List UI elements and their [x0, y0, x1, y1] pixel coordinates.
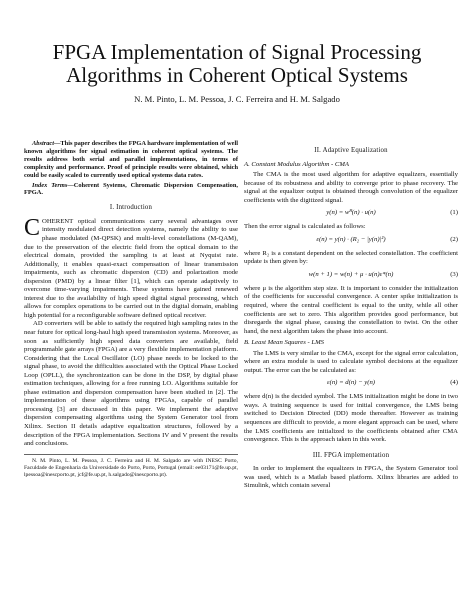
index-terms	[24, 182, 238, 198]
equation-4-body: ε(n) = d(n) − y(n)	[326, 379, 376, 387]
equation-2-number: (2)	[450, 235, 458, 243]
intro-paragraph-2: AD converters will be able to satisfy the required high sampling rates in the near future for optical long-haul high speed transmission systems. Moreover, as soon as sufficiently high speed data converters are available, field programmable gate arrays (FPGA) are a very flexible implementation platform. Considering that the Local Oscillator (LO) phase needs to be locked to the signal phase, to avoid the difficulties associated with the Optical Phase Locked Loop (OPLL), the synchronization can be done in the DSP, by digital phase estimation techniques, allowing for a free running LO. Algorithms suitable for phase estimation and dispersion compensation have been studied in [2]. The implementation of these algorithms using FPGAs, capable of parallel processing [3] are discussed in this paper. We implement the adaptive dispersion compensating algorithms using the System Generator tool from Xilinx. Section II details adaptive equalization structures, followed by a description of the FPGA implementation. Sections IV and V present the results and conclusions.	[24, 320, 238, 448]
cma-paragraph-2: Then the error signal is calculated as follows:	[244, 223, 366, 231]
drop-cap: C	[24, 214, 41, 241]
equation-1-body: y(n) = wᴴ(n) · u(n)	[326, 209, 376, 217]
index-terms-label: Index Terms	[32, 181, 68, 189]
equation-3-body: w(n + 1) = w(n) + μ · u(n)ε*(n)	[308, 270, 394, 278]
lms-paragraph-2: where d(n) is the decided symbol. The LMS initialization might be done in two ways. A training sequence is used for initial convergence, the LMS being switched to Decision Directed (DD) mode thereafter. However as training sequences are difficult to provide, a more elegant approach can be used, where the LMS coefficients are initialized to the coefficients obtained after CMA convergence. This is the approach taken in this work.	[244, 393, 458, 444]
title-line-2: Algorithms in Coherent Optical Systems	[66, 63, 408, 87]
equation-1	[244, 209, 458, 219]
section-heading-adaptive-equalization: II. Adaptive Equalization	[314, 147, 388, 154]
abstract-text: —This paper describes the FPGA hardware implementation of well known algorithms for signal estimation in coherent optical systems. The results address both serial and parallel implementations, in terms of complexity and performance. Proof of principle results were obtained, which could be easily scaled to currently used optical systems data rates.	[24, 140, 238, 179]
section-heading-fpga-implementation: III. FPGA implementation	[312, 451, 390, 459]
subsection-heading-lms: B. Least Mean Squares - LMS	[244, 339, 324, 347]
left-column	[24, 140, 238, 479]
intro-paragraph-1	[24, 214, 238, 321]
equation-3	[244, 271, 458, 281]
equation-4-number: (4)	[450, 379, 458, 387]
equation-4	[244, 379, 458, 389]
abstract	[24, 140, 238, 180]
cma-paragraph-4: where μ is the algorithm step size. It is important to consider the initialization of the coefficients for successful convergence. A center spike initialization is required, where the central coefficient is equal to the unity, while all other coefficients are set to zero. This algorithm provides good performance, but disregards the signal phase, causing the constellation to twist. On the other hand, the next algorithm takes the phase into account.	[244, 284, 458, 335]
fpga-paragraph-1: In order to implement the equalizers in FPGA, the System Generator tool was used, which is a Matlab based platform. Xilinx libraries are added to Simulink, which contain several	[244, 465, 458, 490]
abstract-label: Abstract	[32, 140, 55, 147]
title-line-1: FPGA Implementation of Signal Processing	[52, 40, 422, 64]
cma-paragraph-3: where R₂ is a constant dependent on the selected constellation. The coefficient update is then given by:	[244, 249, 458, 266]
subsection-heading-cma: A. Constant Modulus Algorithm - CMA	[244, 160, 350, 168]
intro-paragraph-1-text: OHERENT optical communications carry several advantages over intensity modulated direct detection systems, namely the ability to use phase modulated (M-QPSK) and multi-level constellations (M-QAM), due to the preservation of the electric field from the optical domain to the electrical domain, provided the sampling is at least at Nyquist rate. Additionally, it enables quasi-exact compensation of linear transmission impairments, such as chromatic dispersion (CD) and polarization mode dispersion (PMD) by a linear filter [1], which can operate adaptively to overcome time-varying impairments. These systems have gained renewed interest due to the availability of high speed digital signal processing, which allows for complex operations to be carried out in the digital domain, enabling high potential for a reconfigurable software defined optical receiver.	[24, 217, 238, 319]
equation-1-number: (1)	[450, 209, 458, 217]
equation-3-number: (3)	[450, 270, 458, 278]
lms-paragraph-1: The LMS is very similar to the CMA, except for the signal error calculation, where an extra module is used to calculate symbol decisions at the equalizer output. The error can the be calculated as:	[244, 349, 458, 374]
right-column	[244, 140, 458, 491]
author-footnote: N. M. Pinto, L. M. Pessoa, J. C. Ferreira and H. M. Salgado are with INESC Porto, Faculdade de Engenharia da Universidade do Porto, Porto, Portugal (email: ee03171@fe.up.pt, lpessoa@inescporto.pt, jcf@fe.up.pt, h.salgado@inescporto.pt).	[24, 454, 238, 479]
equation-2	[244, 236, 458, 246]
section-heading-introduction: I. Introduction	[109, 204, 153, 212]
equation-2-body: ε(n) = y(n) · (R₂ − |y(n)|²)	[316, 235, 386, 243]
index-terms-text: —Coherent Systems, Chromatic Dispersion Compensation, FPGA.	[24, 181, 238, 197]
cma-paragraph-1: The CMA is the most used algorithm for adaptive equalizers, essentially because of its robustness and ability to converge prior to phase recovery. The signal at the equalizer output is obtained through convolution of the equalizer coefficients with the digitized signal.	[244, 171, 458, 204]
author-list: N. M. Pinto, L. M. Pessoa, J. C. Ferreira and H. M. Salgado	[134, 94, 340, 104]
